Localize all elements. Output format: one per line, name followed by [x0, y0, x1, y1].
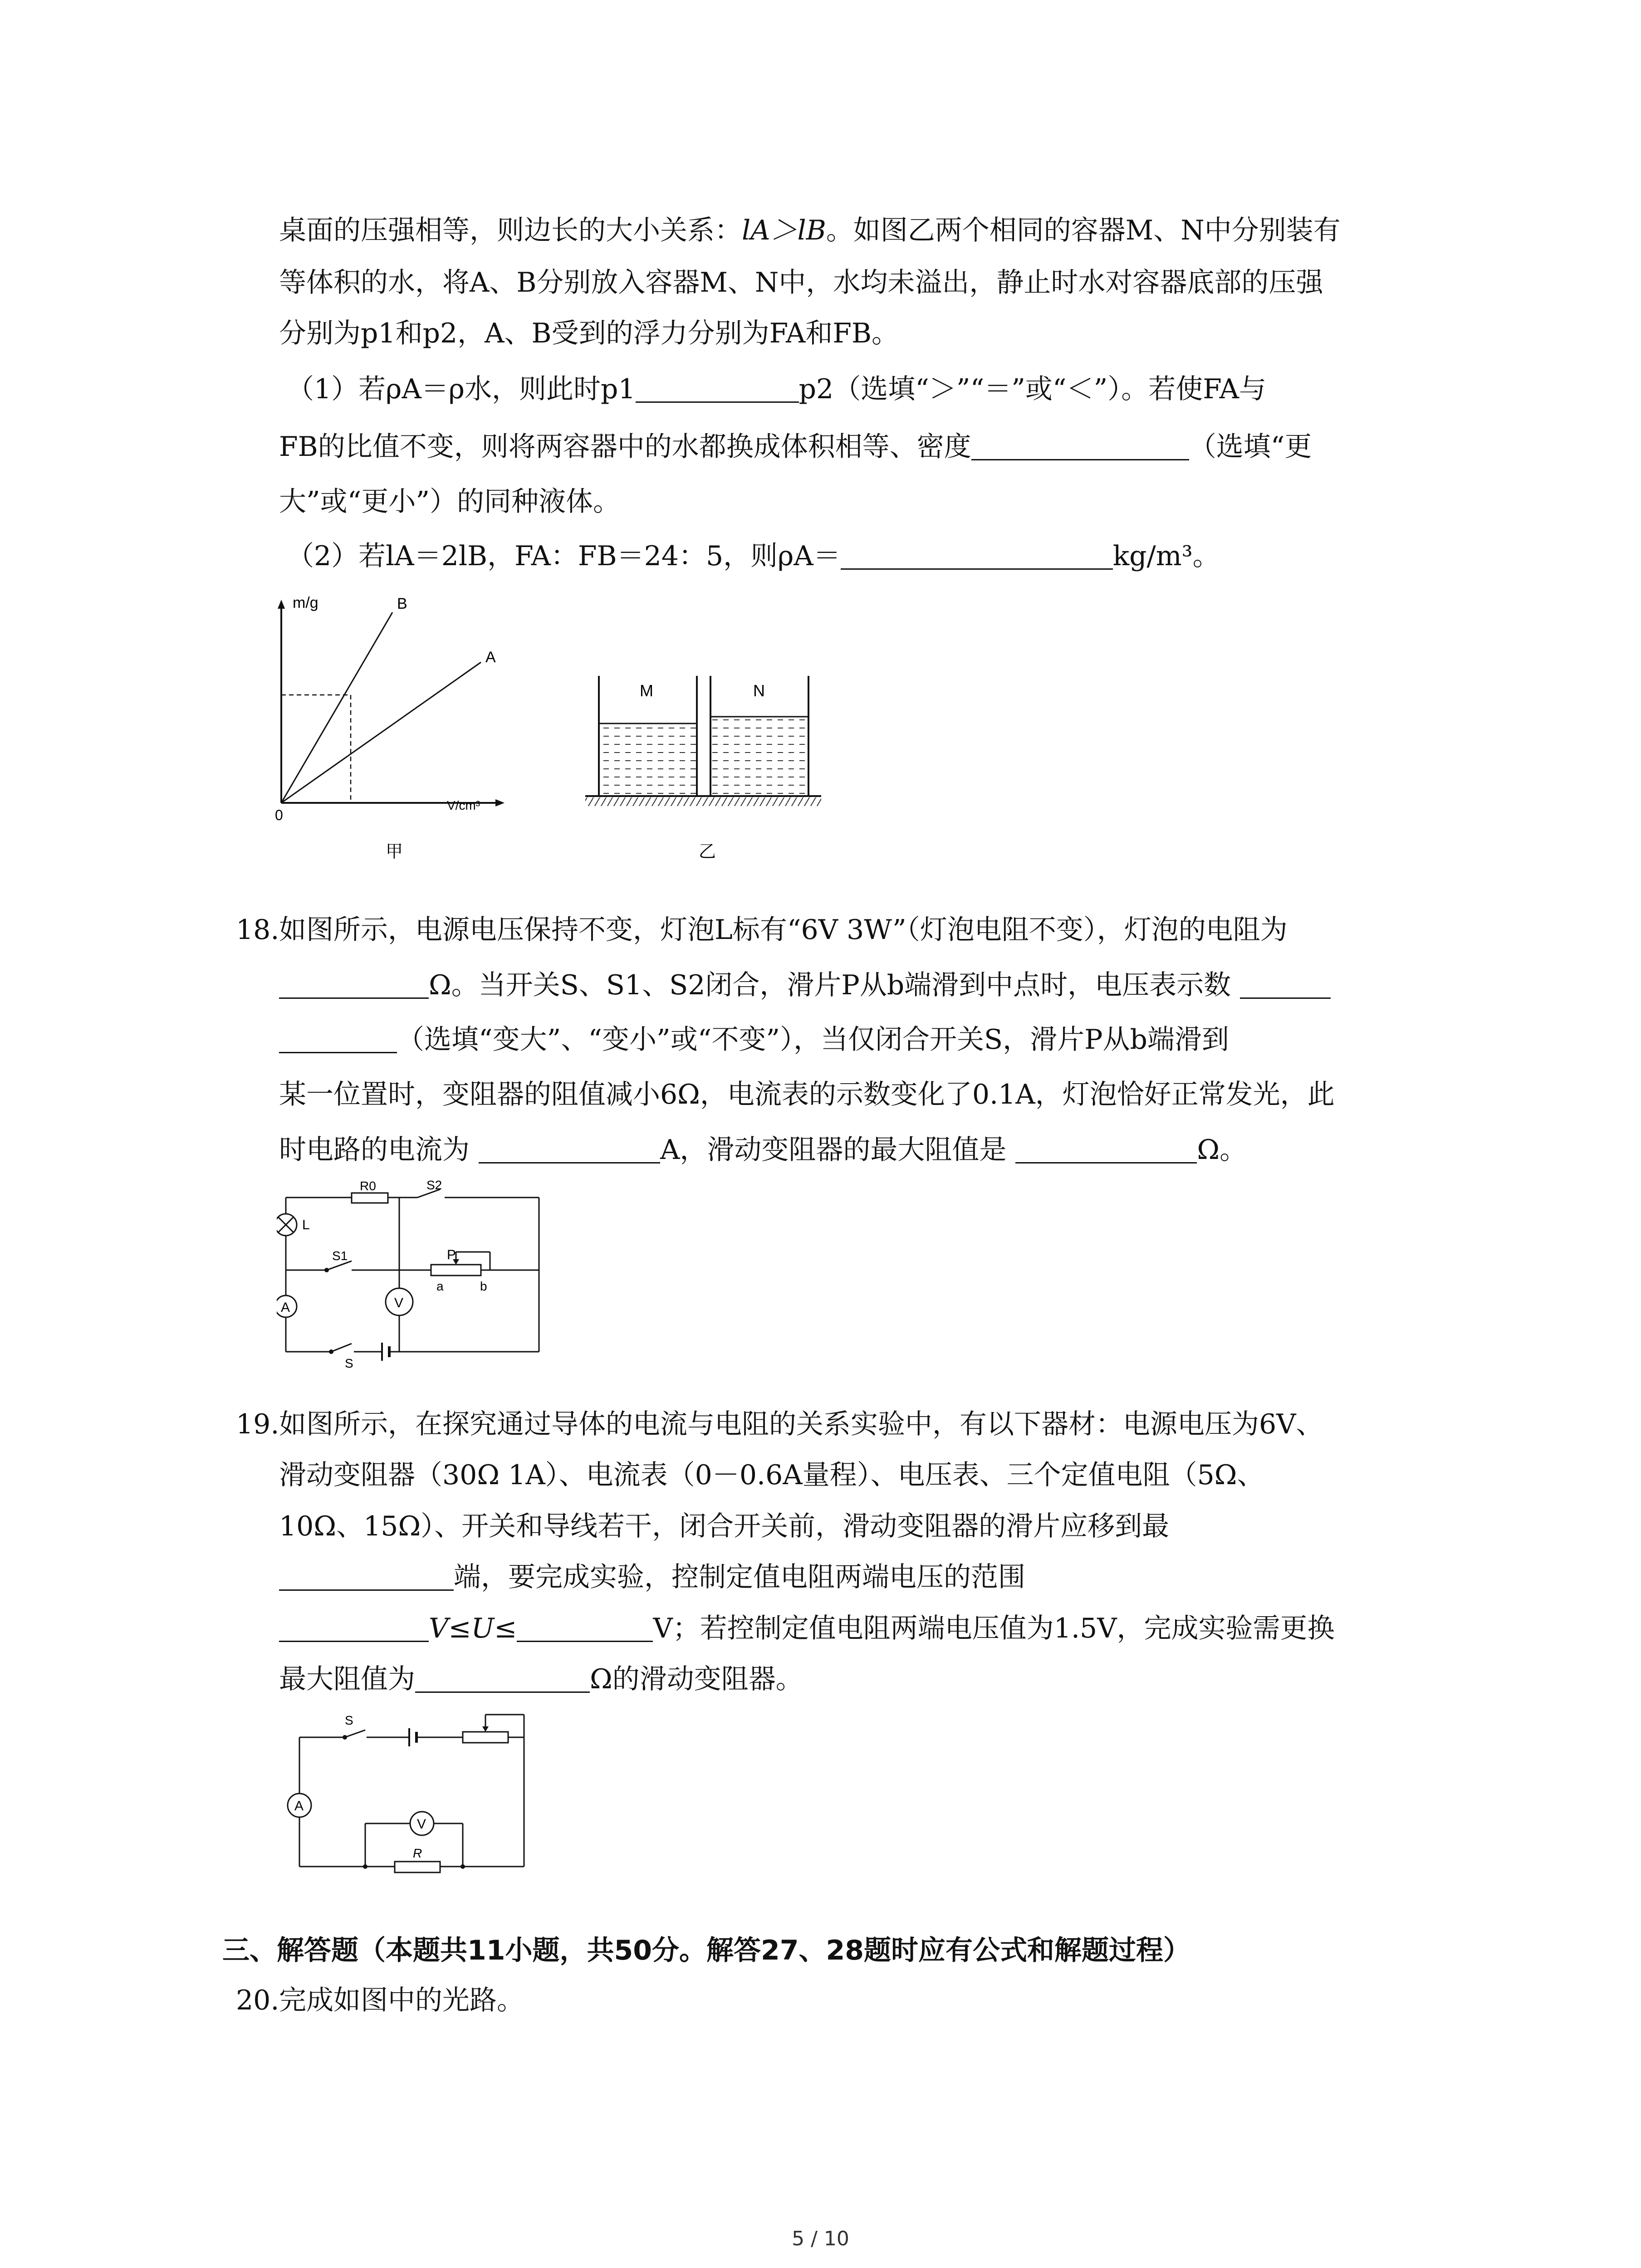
section-heading-answers: 三、解答题（本题共11小题，共50分。解答27、28题时应有公式和解题过程）	[222, 1935, 1190, 1966]
y-axis-label: m/g	[293, 594, 318, 611]
q17-line3: 分别为p1和p2，A、B受到的浮力分别为FA和FB。	[279, 318, 899, 349]
answer-blank-new-rheostat[interactable]	[415, 1667, 590, 1693]
answer-blank-density[interactable]	[971, 435, 1189, 460]
answer-blank-lamp-resistance[interactable]	[279, 973, 429, 999]
q19-line5: V≤U≤ V；若控制定值电阻两端电压值为1.5V，完成实验需更换	[279, 1615, 1335, 1642]
containers-figure	[581, 667, 835, 875]
q18-line4: 某一位置时，变阻器的阻值减小6Ω，电流表的示数变化了0.1A，灯泡恰好正常发光，此	[279, 1079, 1335, 1110]
container-M-label: M	[640, 681, 653, 700]
mass-volume-graph	[254, 585, 508, 866]
figure-caption-yi: 乙	[699, 841, 716, 861]
container-N-label: N	[753, 681, 765, 700]
q18-line5: 时电路的电流为 A，滑动变阻器的最大阻值是 Ω。	[279, 1134, 1247, 1166]
question-number-19: 19.	[236, 1408, 279, 1440]
label-b: b	[480, 1279, 487, 1293]
container-M-water	[600, 723, 696, 794]
q17-sub1-line3: 大”或“更小”）的同种液体。	[279, 486, 621, 518]
slider-arrow-icon	[482, 1726, 489, 1732]
q17-sub1-line1: （1）若ρA＝ρ水，则此时p1 p2（选填“＞”“＝”或“＜”）。若使FA与	[287, 373, 1267, 405]
voltmeter-icon: V	[417, 1817, 426, 1832]
label-R0: R0	[360, 1179, 376, 1193]
ammeter-icon: A	[281, 1300, 290, 1315]
q17-line2: 等体积的水，将A、B分别放入容器M、N中，水均未溢出，静止时水对容器底部的压强	[279, 267, 1323, 298]
ammeter-icon: A	[294, 1799, 304, 1813]
x-axis-arrow-icon	[495, 799, 505, 807]
line-B-label: B	[397, 595, 407, 612]
x-axis-label: V/cm³	[447, 798, 480, 812]
label-a: a	[436, 1279, 444, 1293]
q19-line3: 10Ω、15Ω）、开关和导线若干，闭合开关前，滑动变阻器的滑片应移到最	[279, 1510, 1170, 1542]
answer-blank-max-resistance[interactable]	[1015, 1138, 1197, 1163]
q18-line2: Ω。当开关S、S1、S2闭合，滑片P从b端滑到中点时，电压表示数	[279, 972, 1331, 999]
label-R: R	[413, 1846, 422, 1860]
label-S: S	[345, 1356, 353, 1370]
q17-size-relation: lA＞lB	[742, 215, 826, 246]
container-N-water	[711, 717, 808, 794]
line-B	[281, 612, 392, 803]
figure-caption-jia: 甲	[386, 841, 403, 861]
q20-text: 完成如图中的光路。	[279, 1984, 524, 2016]
q18-line1: 如图所示，电源电压保持不变，灯泡L标有“6V 3W”（灯泡电阻不变），灯泡的电阻为	[279, 914, 1288, 946]
label-S: S	[345, 1713, 353, 1727]
answer-blank-current[interactable]	[479, 1138, 660, 1163]
label-S2: S2	[426, 1179, 442, 1192]
circuit-diagram-19	[277, 1710, 540, 1882]
q17-line1: 桌面的压强相等，则边长的大小关系：lA＞lB。如图乙两个相同的容器M、N中分别装有	[279, 215, 1341, 246]
line-A	[281, 662, 481, 803]
q19-line4: 端，要完成实验，控制定值电阻两端电压的范围	[279, 1564, 1025, 1591]
q19-line2: 滑动变阻器（30Ω 1A）、电流表（0－0.6A量程）、电压表、三个定值电阻（5Ω、	[279, 1459, 1264, 1491]
label-P: P	[447, 1247, 456, 1262]
line-A-label: A	[485, 649, 496, 666]
q17-sub2-line: （2）若lA＝2lB，FA：FB＝24：5，则ρA＝ kg/m³。	[287, 540, 1220, 572]
answer-blank-p1-p2[interactable]	[636, 377, 799, 403]
circuit-diagram-18	[277, 1179, 549, 1370]
q17-sub1-line2: FB的比值不变，则将两容器中的水都换成体积相等、密度 （选填“更	[279, 431, 1312, 463]
label-L: L	[302, 1217, 310, 1232]
q19-line6: 最大阻值为 Ω的滑动变阻器。	[279, 1663, 803, 1695]
label-S1: S1	[332, 1249, 348, 1263]
origin-label: 0	[275, 807, 283, 823]
answer-blank-rhoA[interactable]	[841, 544, 1113, 570]
answer-blank-voltage-max[interactable]	[517, 1616, 653, 1642]
answer-blank-voltage-min[interactable]	[279, 1616, 429, 1642]
answer-blank-voltmeter-part1[interactable]	[1240, 973, 1331, 999]
voltmeter-icon: V	[394, 1295, 404, 1310]
q19-line1: 如图所示，在探究通过导体的电流与电阻的关系实验中，有以下器材：电源电压为6V、	[279, 1408, 1323, 1440]
q18-line3: （选填“变大”、“变小”或“不变”），当仅闭合开关S，滑片P从b端滑到	[279, 1026, 1229, 1053]
ground-hatch	[585, 797, 821, 806]
page-number: 5 / 10	[792, 2227, 849, 2250]
answer-blank-slider-end[interactable]	[279, 1565, 454, 1591]
question-number-20: 20.	[236, 1984, 279, 2016]
answer-blank-voltmeter-part2[interactable]	[279, 1027, 397, 1053]
question-number-18: 18.	[236, 914, 279, 946]
